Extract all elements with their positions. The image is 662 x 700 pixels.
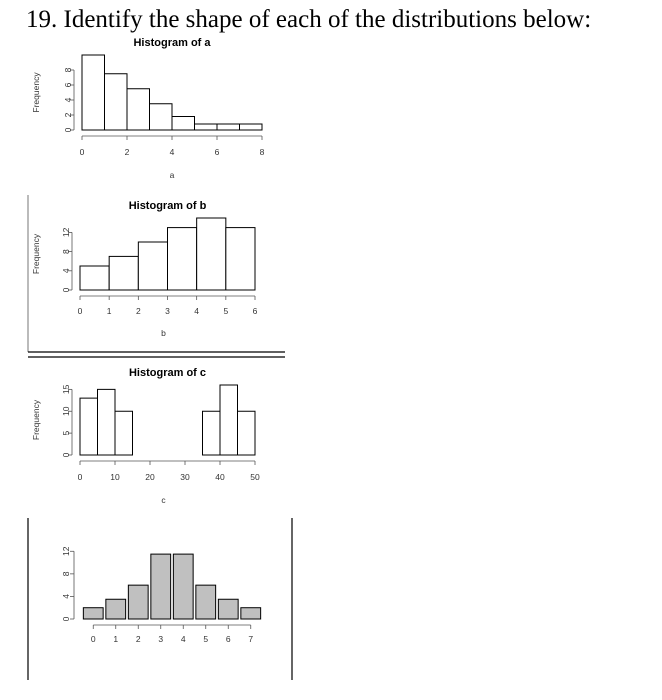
histogram-bar <box>106 599 126 619</box>
y-tick-label: 15 <box>61 384 71 395</box>
histogram-bar <box>127 89 150 130</box>
x-tick-label: 5 <box>223 306 229 316</box>
x-tick-label: 0 <box>90 634 96 644</box>
histogram-2 <box>31 367 260 505</box>
x-tick-label: 0 <box>77 472 83 482</box>
x-tick-label: 0 <box>79 147 85 157</box>
histogram-0 <box>31 37 265 180</box>
histogram-bar <box>150 104 173 130</box>
histogram-bar <box>197 218 226 290</box>
y-tick-label: 2 <box>63 112 73 118</box>
histogram-bar <box>151 554 171 619</box>
histogram-bar <box>173 554 193 619</box>
x-tick-label: 1 <box>106 306 112 316</box>
y-axis-label: Frequency <box>31 399 41 441</box>
histogram-bar <box>172 117 195 131</box>
histogram-bar <box>105 74 128 130</box>
y-tick-label: 0 <box>61 452 71 458</box>
histogram-bar <box>82 55 105 130</box>
x-tick-label: 4 <box>169 147 175 157</box>
x-tick-label: 6 <box>225 634 231 644</box>
x-tick-label: 2 <box>135 634 141 644</box>
y-tick-label: 5 <box>61 430 71 436</box>
y-tick-label: 0 <box>61 616 71 622</box>
histogram-bar <box>217 124 240 130</box>
x-tick-label: 7 <box>248 634 254 644</box>
y-tick-label: 8 <box>61 249 71 254</box>
x-tick-label: 8 <box>259 147 265 157</box>
histogram-bar <box>220 385 238 455</box>
histogram-3 <box>61 546 261 644</box>
y-tick-label: 12 <box>61 227 71 238</box>
histogram-bar <box>203 411 221 455</box>
histogram-bar <box>80 266 109 290</box>
histogram-bar <box>115 411 133 455</box>
histogram-bar <box>240 124 263 130</box>
x-tick-label: 40 <box>215 472 225 482</box>
x-tick-label: 5 <box>203 634 209 644</box>
y-axis-label: Frequency <box>31 72 41 113</box>
x-tick-label: 0 <box>77 306 83 316</box>
chart-title: Histogram of b <box>128 200 207 212</box>
x-tick-label: 20 <box>145 472 155 482</box>
histogram-bar <box>98 389 116 455</box>
x-tick-label: 2 <box>135 306 141 316</box>
y-tick-label: 4 <box>61 594 71 599</box>
y-tick-label: 10 <box>61 406 71 416</box>
x-tick-label: 30 <box>180 472 190 482</box>
histogram-bar <box>168 228 197 290</box>
histogram-bar <box>196 585 216 619</box>
histogram-bar <box>138 242 167 290</box>
question-heading: 19. Identify the shape of each of the distributions below: <box>26 6 592 33</box>
y-tick-label: 0 <box>61 287 71 293</box>
chart-title: Histogram of a <box>133 37 211 49</box>
y-tick-label: 6 <box>63 82 73 88</box>
histogram-bar <box>238 411 256 455</box>
y-tick-label: 8 <box>61 571 71 577</box>
x-axis-label: a <box>169 170 175 180</box>
x-tick-label: 1 <box>113 634 119 644</box>
x-tick-label: 2 <box>124 147 130 157</box>
x-tick-label: 6 <box>214 147 220 157</box>
x-tick-label: 3 <box>158 634 164 644</box>
histogram-bar <box>195 124 218 130</box>
histogram-bar <box>218 599 238 619</box>
y-tick-label: 12 <box>61 546 71 557</box>
histogram-bar <box>80 398 98 455</box>
chart-title: Histogram of c <box>128 367 207 379</box>
x-tick-label: 50 <box>250 472 260 482</box>
histogram-bar <box>128 585 148 619</box>
y-tick-label: 0 <box>63 127 73 133</box>
histogram-1 <box>31 200 258 338</box>
histogram-bar <box>241 608 261 619</box>
x-tick-label: 4 <box>180 634 186 644</box>
x-tick-label: 6 <box>252 306 258 316</box>
y-axis-label: Frequency <box>31 233 41 275</box>
chart-layer <box>31 37 265 644</box>
x-axis-label: b <box>161 328 166 338</box>
x-tick-label: 10 <box>110 472 120 482</box>
histogram-bar <box>83 608 103 619</box>
x-tick-label: 4 <box>194 306 200 316</box>
y-tick-label: 8 <box>63 67 73 73</box>
histogram-bar <box>226 228 255 290</box>
y-tick-label: 4 <box>61 268 71 274</box>
y-tick-label: 4 <box>63 97 73 103</box>
histogram-bar <box>109 256 138 290</box>
x-axis-label: c <box>161 495 166 505</box>
x-tick-label: 3 <box>165 306 170 316</box>
